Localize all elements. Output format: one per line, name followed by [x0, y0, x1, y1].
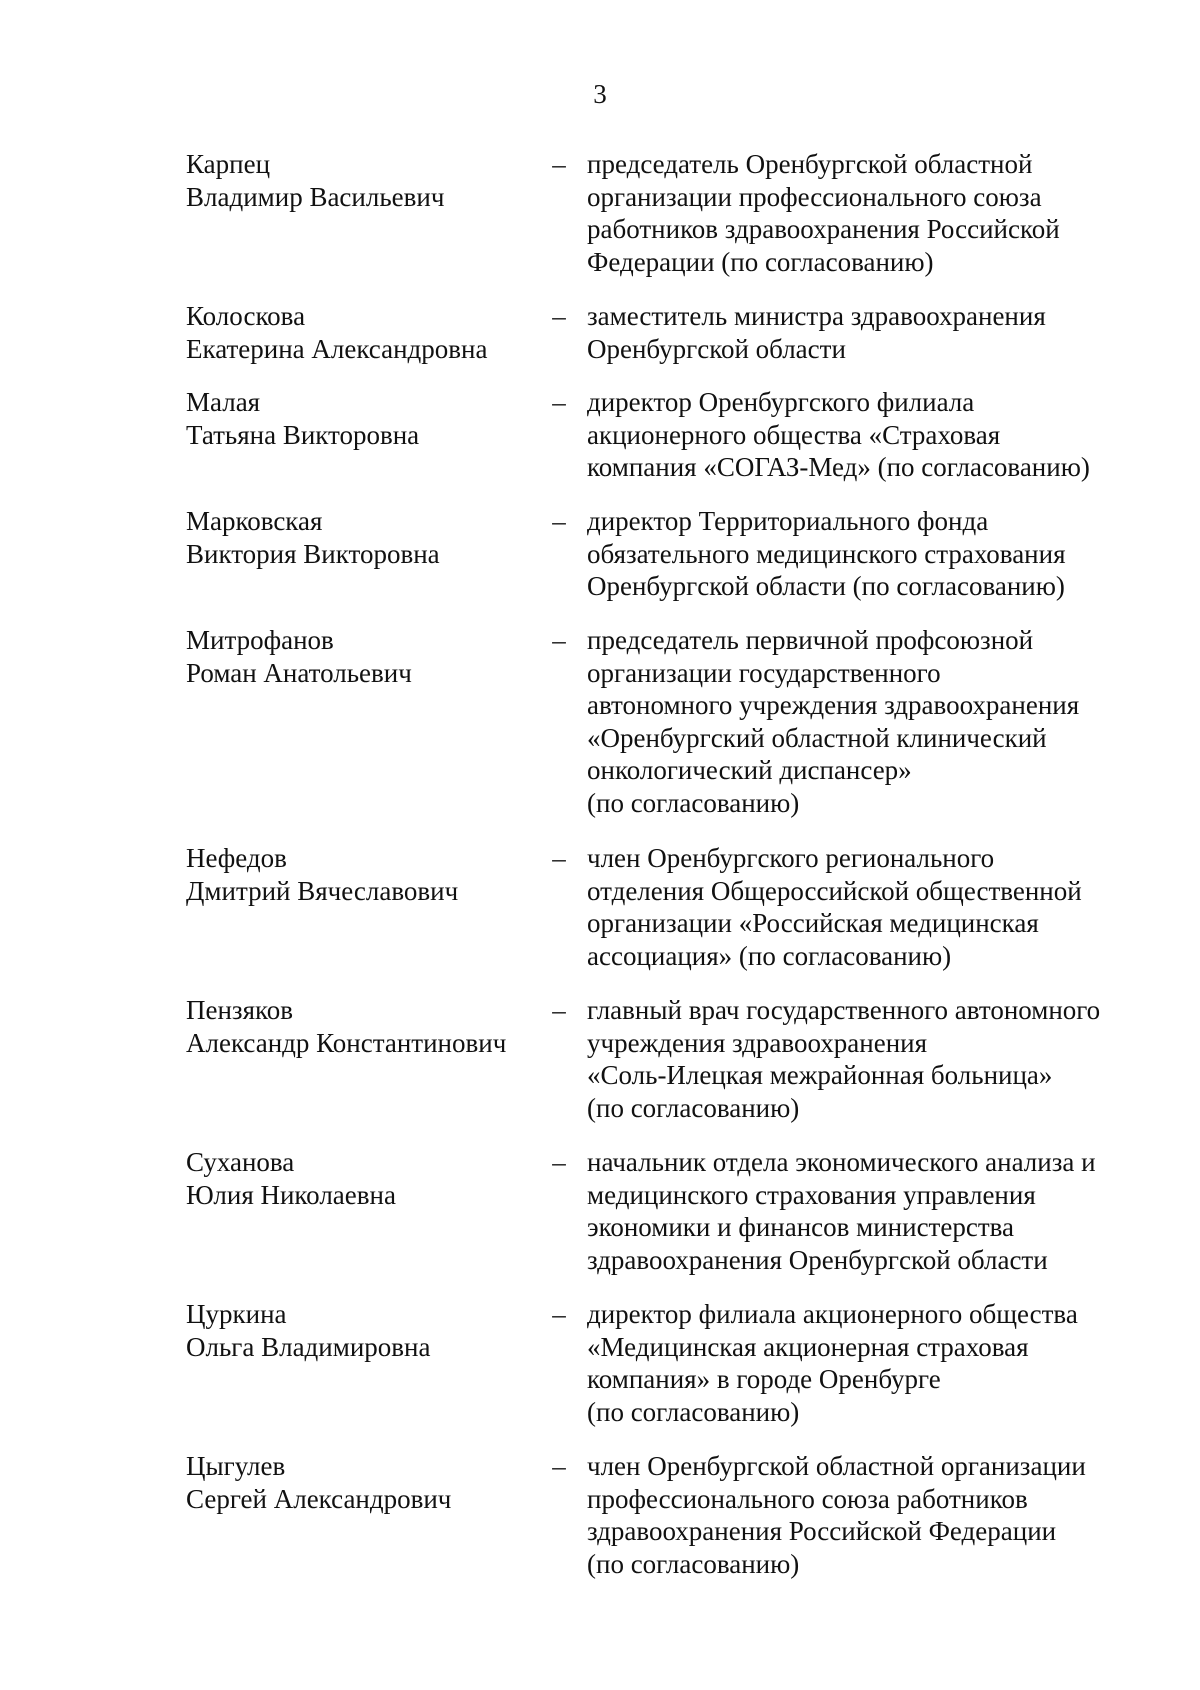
member-given-names: Сергей Александрович [186, 1483, 452, 1514]
separator-dash: – [552, 843, 566, 873]
separator-dash: – [552, 1299, 566, 1329]
member-role [587, 386, 1142, 484]
member-surname: Нефедов [186, 843, 287, 873]
member-surname: Малая [186, 387, 261, 417]
role-line: «Соль-Илецкая межрайонная больница» [587, 1060, 1053, 1090]
member-role [587, 1450, 1142, 1580]
role-line: отделения Общероссийской общественной [587, 875, 1082, 906]
role-line: организации «Российская медицинская [587, 908, 1039, 938]
role-line: учреждения здравоохранения [587, 1027, 928, 1058]
member-surname: Колоскова [186, 301, 306, 331]
role-line: (по согласованию) [587, 787, 800, 818]
role-line: экономики и финансов министерства [587, 1212, 1014, 1242]
member-surname: Суханова [186, 1147, 295, 1177]
member-name [186, 1450, 546, 1515]
role-line: компания «СОГАЗ-Мед» (по согласованию) [587, 452, 1090, 482]
separator-dash: – [552, 1451, 566, 1481]
role-line: профессионального союза работников [587, 1483, 1028, 1514]
member-role [587, 1298, 1142, 1428]
role-line: «Медицинская акционерная страховая [587, 1331, 1029, 1362]
role-line: работников здравоохранения Российской [587, 214, 1060, 244]
role-line: директор филиала акционерного общества [587, 1299, 1078, 1329]
member-role [587, 842, 1142, 972]
member-name [186, 148, 546, 213]
role-line: главный врач государственного автономного [587, 995, 1101, 1025]
role-line: директор Территориального фонда [587, 506, 989, 536]
role-line: Оренбургской области [587, 333, 846, 364]
separator-dash: – [552, 995, 566, 1025]
member-given-names: Дмитрий Вячеславович [186, 875, 459, 906]
member-role [587, 624, 1142, 819]
role-line: (по согласованию) [587, 1396, 800, 1427]
member-role [587, 148, 1142, 278]
separator-dash: – [552, 387, 566, 417]
role-line: Федерации (по согласованию) [587, 246, 934, 277]
member-surname: Митрофанов [186, 625, 334, 655]
page-number: 3 [593, 79, 607, 109]
member-role [587, 1146, 1142, 1276]
separator-dash: – [552, 625, 566, 655]
role-line: (по согласованию) [587, 1092, 800, 1123]
member-given-names: Ольга Владимировна [186, 1331, 431, 1362]
member-role [587, 994, 1142, 1124]
role-line: Оренбургской области (по согласованию) [587, 571, 1065, 601]
role-line: «Оренбургский областной клинический [587, 722, 1047, 753]
member-name [186, 386, 546, 451]
role-line: организации государственного [587, 657, 941, 688]
separator-dash: – [552, 506, 566, 536]
role-line: директор Оренбургского филиала [587, 387, 975, 417]
member-surname: Пензяков [186, 995, 294, 1025]
role-line: онкологический диспансер» [587, 755, 912, 785]
member-name [186, 1298, 546, 1363]
separator-dash: – [552, 1147, 566, 1177]
member-name [186, 300, 546, 365]
member-role [587, 300, 1142, 365]
role-line: заместитель министра здравоохранения [587, 301, 1046, 331]
member-surname: Цуркина [186, 1299, 287, 1329]
role-line: здравоохранения Оренбургской области [587, 1244, 1048, 1275]
member-given-names: Татьяна Викторовна [186, 419, 420, 450]
role-line: член Оренбургского регионального [587, 843, 995, 873]
role-line: председатель Оренбургской областной [587, 149, 1033, 179]
member-given-names: Роман Анатольевич [186, 657, 412, 688]
member-surname: Карпец [186, 149, 271, 179]
role-line: автономного учреждения здравоохранения [587, 690, 1080, 720]
role-line: председатель первичной профсоюзной [587, 625, 1034, 655]
member-surname: Цыгулев [186, 1451, 286, 1481]
member-role [587, 505, 1142, 603]
role-line: организации профессионального союза [587, 181, 1042, 212]
role-line: компания» в городе Оренбурге [587, 1364, 941, 1394]
separator-dash: – [552, 301, 566, 331]
role-line: акционерного общества «Страховая [587, 419, 1001, 450]
member-name [186, 1146, 546, 1211]
member-given-names: Юлия Николаевна [186, 1179, 396, 1210]
member-given-names: Виктория Викторовна [186, 538, 440, 569]
role-line: здравоохранения Российской Федерации [587, 1516, 1057, 1546]
member-surname: Марковская [186, 506, 323, 536]
member-given-names: Владимир Васильевич [186, 181, 445, 212]
member-name [186, 624, 546, 689]
member-name [186, 505, 546, 570]
role-line: член Оренбургской областной организации [587, 1451, 1086, 1481]
role-line: начальник отдела экономического анализа и [587, 1147, 1096, 1177]
separator-dash: – [552, 149, 566, 179]
member-name [186, 842, 546, 907]
role-line: обязательного медицинского страхования [587, 538, 1066, 569]
member-given-names: Екатерина Александровна [186, 333, 488, 364]
member-given-names: Александр Константинович [186, 1027, 507, 1058]
role-line: медицинского страхования управления [587, 1179, 1036, 1210]
role-line: ассоциация» (по согласованию) [587, 940, 952, 971]
member-name [186, 994, 546, 1059]
role-line: (по согласованию) [587, 1548, 800, 1579]
